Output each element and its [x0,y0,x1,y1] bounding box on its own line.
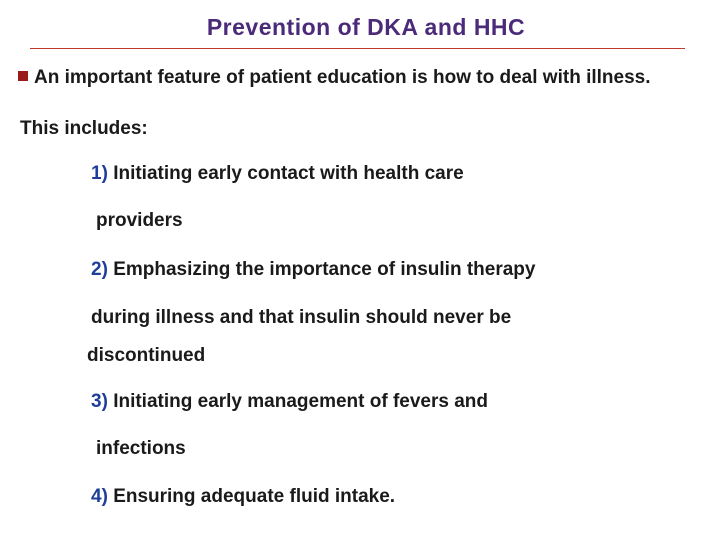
list-item-2-continuation: during illness and that insulin should never be [91,307,512,328]
list-item-3-continuation: infections [96,438,186,459]
list-item-text: Initiating early management of fevers and [113,391,489,412]
list-item-1 [91,163,464,185]
bullet-point [18,67,651,89]
list-number: 2) [91,259,108,280]
list-item-3 [91,391,488,413]
title-divider [30,48,685,49]
list-number: 1) [91,163,108,184]
list-item-text: Initiating early contact with health care [113,163,464,184]
list-number: 3) [91,391,108,412]
page-title: Prevention of DKA and HHC [206,14,526,40]
list-item-text: Emphasizing the importance of insulin therapy [113,259,536,280]
list-item-2 [91,259,535,281]
intro-text: This includes: [20,118,148,139]
bullet-text: An important feature of patient education is how to deal with illness. [34,67,651,88]
list-item-1-continuation: providers [96,210,183,231]
list-number: 4) [91,486,108,507]
list-item-text: Ensuring adequate fluid intake. [113,486,396,507]
list-item-2-continuation: discontinued [87,345,206,366]
square-bullet-icon [18,71,28,81]
list-item-4 [91,486,395,508]
